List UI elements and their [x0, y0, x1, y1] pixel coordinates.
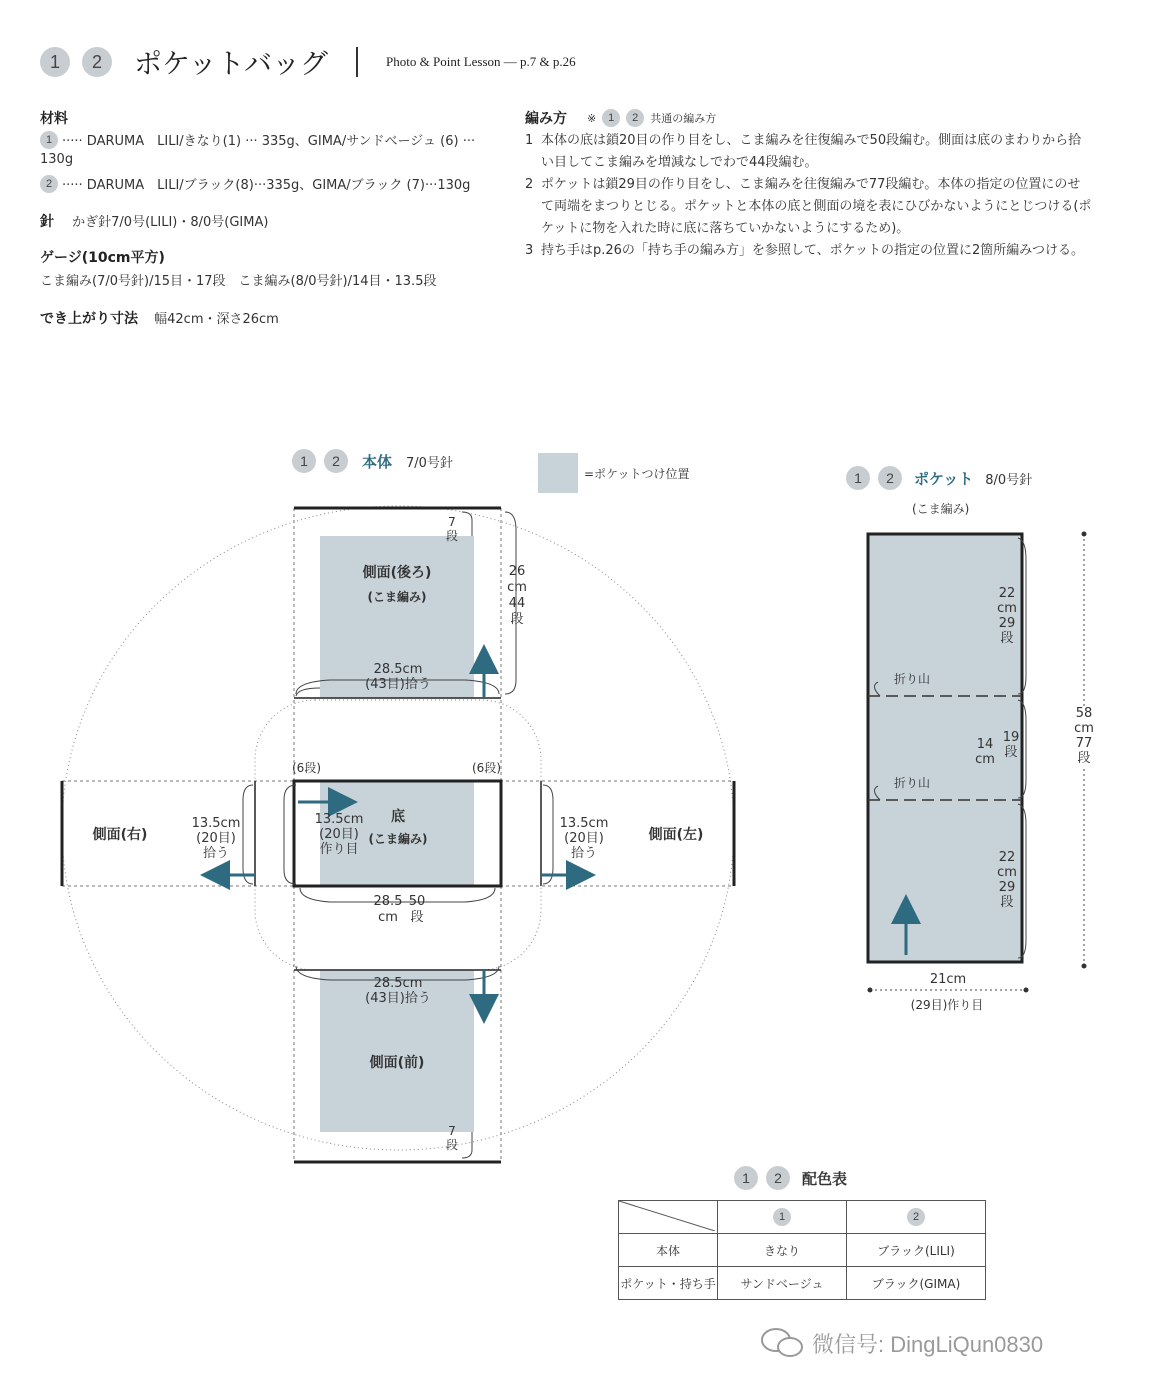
- height-unit: cm: [507, 580, 527, 595]
- color-table-title: [734, 1166, 847, 1190]
- bottom-height-sts: (20目): [319, 827, 359, 842]
- height-cm: 26: [508, 564, 526, 579]
- bottom-name: 底: [391, 809, 405, 825]
- bottom-height-note: 作り目: [319, 842, 359, 857]
- height-rows-unit: 段: [510, 612, 524, 627]
- bottom-height: 13.5cm: [314, 812, 364, 827]
- pocket-total-rows-unit: 段: [1077, 751, 1091, 766]
- right-side-sts: (20目): [196, 831, 236, 846]
- left-side-cm: 13.5cm: [559, 816, 609, 831]
- item-badge-1: 1: [40, 131, 58, 149]
- pocket-bottom-rows: 29: [998, 880, 1016, 895]
- gauge-heading: ゲージ(10cm平方): [40, 250, 165, 266]
- bottom-width-measure: [366, 894, 410, 926]
- step-number: 2: [525, 177, 534, 192]
- right-side-cm: 13.5cm: [191, 816, 241, 831]
- bottom-rows: 50: [408, 894, 426, 909]
- legend-label: =ポケットつけ位置: [584, 467, 690, 481]
- body-needle: 7/0号針: [406, 455, 453, 471]
- left-side-pick: 拾う: [570, 846, 597, 861]
- back-pick: (43目)拾う: [365, 677, 431, 692]
- front-width: 28.5cm: [373, 976, 423, 991]
- pocket-top-unit: cm: [997, 601, 1017, 616]
- pocket-middle-rows-value: 19: [1002, 730, 1020, 745]
- pocket-middle-rows: [1000, 730, 1022, 760]
- column-header-2: [847, 1201, 986, 1234]
- pocket-middle-unit: cm: [975, 752, 995, 767]
- body-badge-1: 1: [292, 449, 316, 473]
- pocket-total-rows: 77: [1075, 736, 1093, 751]
- row-color-2: ブラック(GIMA): [847, 1267, 986, 1300]
- back-panel-name: 側面(後ろ): [362, 565, 432, 581]
- step-line: ケットに物を入れた時に底に落ちていかないようにするため)。: [541, 221, 910, 236]
- pocket-total-unit: cm: [1074, 721, 1094, 736]
- body-badge-2: 2: [324, 449, 348, 473]
- row-color-2: ブラック(LILI): [847, 1234, 986, 1267]
- step-line: 本体の底は鎖20目の作り目をし、こま編みを往復編みで50段編む。側面は底のまわりから拾: [541, 133, 1082, 148]
- bottom-stitch: (こま編み): [368, 832, 428, 846]
- gauge-text: こま編み(7/0号針)/15目・17段 こま編み(8/0号針)/14目・13.5段: [40, 274, 437, 289]
- materials-heading: 材料: [40, 111, 68, 127]
- finished-size-text: 幅42cm・深さ26cm: [154, 312, 279, 327]
- height-rows: 44: [508, 596, 526, 611]
- method-heading: 編み方: [525, 111, 567, 127]
- pocket-top-rows-unit: 段: [1000, 631, 1014, 646]
- pocket-total-cm: 58: [1075, 706, 1093, 721]
- table-header-row: [619, 1201, 986, 1234]
- left-side-measure: [554, 816, 614, 861]
- pocket-badge-1: 1: [846, 466, 870, 490]
- pocket-top-rows: 29: [998, 616, 1016, 631]
- front-rows-bottom: [444, 1124, 460, 1152]
- front-width-measure: [300, 976, 496, 1006]
- row-label: ポケット・持ち手: [619, 1267, 718, 1300]
- bottom-width-unit: cm: [378, 910, 398, 925]
- color-badge-1: 1: [734, 1166, 758, 1190]
- lesson-reference: Photo & Point Lesson — p.7 & p.26: [386, 54, 576, 69]
- front-panel-name: 側面(前): [369, 1055, 425, 1071]
- back-width-measure: [300, 662, 496, 692]
- pocket-width: 21cm: [929, 972, 967, 987]
- pocket-badge-2: 2: [878, 466, 902, 490]
- pocket-middle-rows-unit: 段: [1004, 745, 1018, 760]
- back-rows-top: [444, 515, 460, 543]
- color-table-heading: 配色表: [802, 1169, 848, 1188]
- rows-value: 7: [448, 515, 456, 529]
- right-side-measure: [186, 816, 246, 861]
- rows-unit: 段: [445, 529, 458, 543]
- watermark-text: 微信号: DingLiQun0830: [812, 1331, 1044, 1357]
- pocket-middle-measure: [972, 737, 998, 767]
- pocket-bottom-cm: 22: [998, 850, 1016, 865]
- back-height-measure: [503, 564, 531, 628]
- bottom-left-rows: (6段): [292, 761, 321, 775]
- pocket-bottom-measure: [992, 850, 1022, 910]
- pocket-total-measure: [1068, 706, 1100, 766]
- bottom-width-cm: 28.5: [373, 894, 403, 909]
- rows-unit: 段: [445, 1138, 458, 1152]
- rows-value: 7: [448, 1124, 456, 1138]
- pocket-middle-cm: 14: [976, 737, 994, 752]
- fold-line-label-1: 折り山: [894, 672, 931, 686]
- pattern-badge-1: 1: [40, 47, 70, 77]
- needle-text: かぎ針7/0号(LILI)・8/0号(GIMA): [72, 215, 269, 230]
- bottom-rows-measure: [406, 894, 428, 926]
- back-width: 28.5cm: [373, 662, 423, 677]
- left-side-name: 側面(左): [648, 827, 704, 843]
- body-title: 本体: [362, 452, 393, 471]
- row-color-1: きなり: [718, 1234, 847, 1267]
- column-badge-2: 2: [907, 1208, 925, 1226]
- bottom-right-rows: (6段): [472, 761, 501, 775]
- row-color-1: サンドベージュ: [718, 1267, 847, 1300]
- fold-line-label-2: 折り山: [894, 776, 931, 790]
- pattern-badge-2: 2: [82, 47, 112, 77]
- method-note-prefix: ※: [587, 111, 597, 125]
- back-panel-stitch: (こま編み): [367, 590, 427, 604]
- pocket-bottom-unit: cm: [997, 865, 1017, 880]
- step-line: ポケットは鎖29目の作り目をし、こま編みを往復編みで77段編む。本体の指定の位置にのせ: [541, 177, 1081, 192]
- page-title: ポケットバッグ: [134, 47, 329, 80]
- method-note-suffix: 共通の編み方: [650, 112, 717, 125]
- materials-item-1-text: ····· DARUMA LILI/きなり(1) ··· 335g、GIMA/サンドベージュ (6) ···: [62, 134, 476, 149]
- table-row: [619, 1267, 986, 1300]
- method-badge-2: 2: [626, 109, 644, 127]
- front-pick: (43目)拾う: [365, 991, 431, 1006]
- color-table: [618, 1200, 986, 1300]
- pocket-top-measure: [992, 586, 1022, 646]
- pocket-title: ポケット: [914, 469, 974, 488]
- row-label: 本体: [619, 1234, 718, 1267]
- pocket-needle: 8/0号針: [985, 472, 1033, 488]
- column-header-1: [718, 1201, 847, 1234]
- bottom-rows-unit: 段: [410, 910, 424, 925]
- step-number: 1: [525, 133, 534, 148]
- diagonal-corner-cell: [619, 1201, 718, 1234]
- pocket-bottom-rows-unit: 段: [1000, 895, 1014, 910]
- materials-item-1-cont: 130g: [40, 152, 74, 167]
- pocket-stitch: (こま編み): [912, 502, 970, 516]
- wechat-icon: [760, 1326, 804, 1360]
- step-number: 3: [525, 243, 534, 258]
- step-line: て両端をまつりとじる。ポケットと本体の底と側面の境を表にひびかないようにとじつける(ポ: [541, 199, 1092, 214]
- pocket-chain: (29目)作り目: [910, 998, 984, 1012]
- left-side-sts: (20目): [564, 831, 604, 846]
- item-badge-2: 2: [40, 175, 58, 193]
- method-badge-1: 1: [602, 109, 620, 127]
- finished-size-label: でき上がり寸法: [40, 311, 138, 327]
- color-badge-2: 2: [766, 1166, 790, 1190]
- step-line: い目してこま編みを増減なしでわで44段編む。: [541, 155, 818, 170]
- table-row: [619, 1234, 986, 1267]
- right-side-name: 側面(右): [92, 827, 148, 843]
- right-side-pick: 拾う: [202, 846, 229, 861]
- step-line: 持ち手はp.26の「持ち手の編み方」を参照して、ポケットの指定の位置に2箇所編みつける。: [541, 243, 1085, 258]
- column-badge-1: 1: [773, 1208, 791, 1226]
- watermark: [760, 1326, 1043, 1360]
- pocket-top-cm: 22: [998, 586, 1016, 601]
- bottom-height-measure: [310, 812, 368, 857]
- materials-item-2-text: ····· DARUMA LILI/ブラック(8)···335g、GIMA/ブラック (7)···130g: [62, 178, 471, 193]
- needle-label: 針: [40, 214, 54, 230]
